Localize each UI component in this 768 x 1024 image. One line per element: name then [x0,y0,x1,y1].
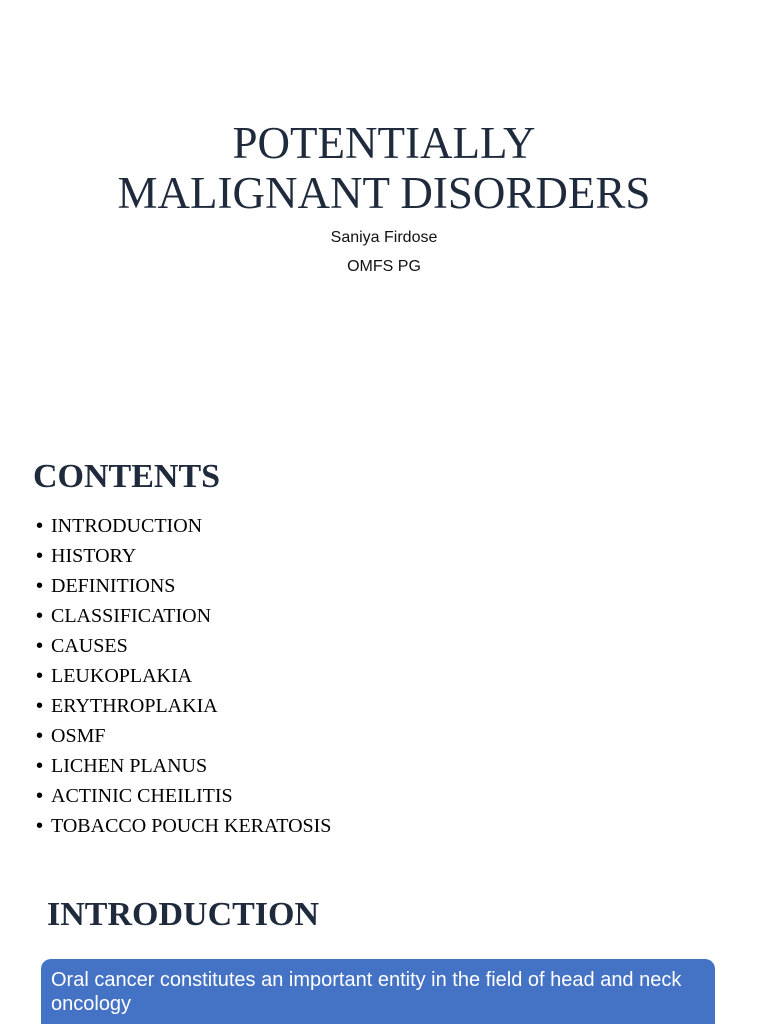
bullet-icon: • [36,545,44,567]
bullet-icon: • [36,665,44,687]
bullet-icon: • [36,725,44,747]
bullet-icon: • [36,695,44,717]
introduction-callout-text: Oral cancer constitutes an important entity in the field of head and neck oncology [51,969,682,1015]
list-item-label: OSMF [51,725,106,747]
list-item [36,634,331,664]
list-item [36,574,331,604]
list-item [36,724,331,754]
list-item [36,814,331,844]
list-item [36,544,331,574]
bullet-icon: • [36,815,44,837]
list-item-label: DEFINITIONS [51,575,176,597]
list-item-label: TOBACCO POUCH KERATOSIS [51,815,332,837]
bullet-icon: • [36,575,44,597]
author-role: OMFS PG [347,258,421,275]
list-item-label: HISTORY [51,545,137,567]
title-line-2: MALIGNANT DISORDERS [117,168,651,218]
bullet-icon: • [36,515,44,537]
list-item-label: LEUKOPLAKIA [51,665,193,687]
list-item [36,664,331,694]
list-item-label: CAUSES [51,635,128,657]
title-line-1: POTENTIALLY [232,118,536,168]
contents-list [36,514,331,844]
list-item [36,754,331,784]
slide-title [0,118,768,218]
list-item [36,694,331,724]
contents-heading: CONTENTS [33,458,221,495]
list-item-label: ERYTHROPLAKIA [51,695,218,717]
list-item [36,784,331,814]
bullet-icon: • [36,605,44,627]
introduction-callout-box [41,959,715,1024]
list-item [36,514,331,544]
list-item [36,604,331,634]
list-item-label: ACTINIC CHEILITIS [51,785,233,807]
bullet-icon: • [36,785,44,807]
bullet-icon: • [36,755,44,777]
list-item-label: INTRODUCTION [51,515,203,537]
bullet-icon: • [36,635,44,657]
introduction-heading: INTRODUCTION [47,896,320,933]
list-item-label: LICHEN PLANUS [51,755,208,777]
author-name: Saniya Firdose [330,229,438,246]
list-item-label: CLASSIFICATION [51,605,212,627]
